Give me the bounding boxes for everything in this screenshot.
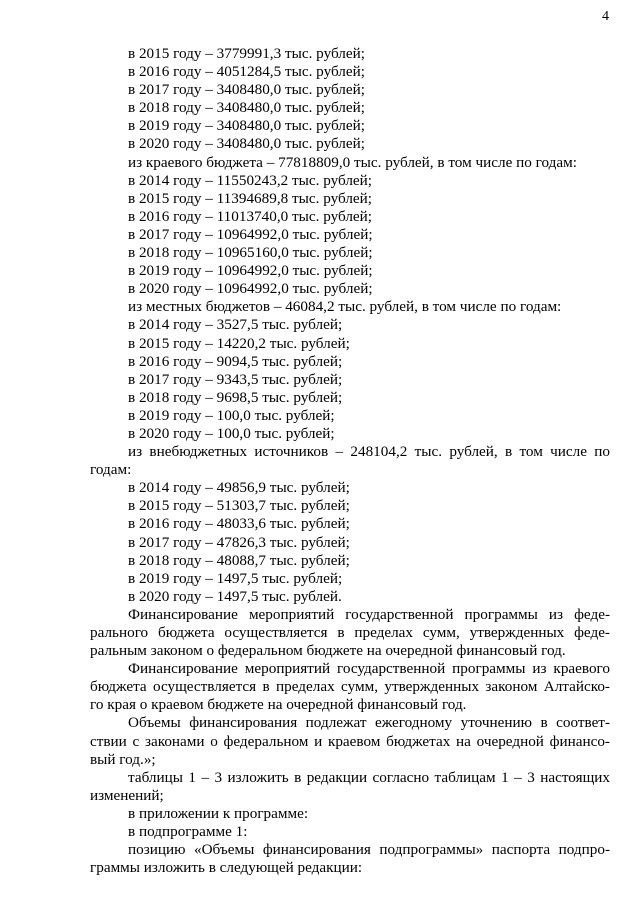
text-line: Финансирование мероприятий государственной программы из феде- [128, 605, 610, 623]
text-line: в 2016 году – 9094,5 тыс. рублей; [128, 352, 343, 370]
text-line: изменений; [90, 786, 164, 804]
text-line: в 2018 году – 48088,7 тыс. рублей; [128, 551, 350, 569]
text-line: бюджета осуществляется в пределах сумм, утвержденных законом Алтайско- [90, 678, 610, 696]
text-line: в 2019 году – 10964992,0 тыс. рублей; [128, 262, 373, 280]
text-line: в 2018 году – 10965160,0 тыс. рублей; [128, 244, 373, 262]
text-line: в 2020 году – 3408480,0 тыс. рублей; [128, 135, 365, 153]
text-line: граммы изложить в следующей редакции: [90, 859, 363, 877]
text-line: в 2016 году – 4051284,5 тыс. рублей; [128, 63, 365, 81]
text-line: в 2018 году – 3408480,0 тыс. рублей; [128, 99, 365, 117]
text-line: вый год.»; [90, 750, 156, 768]
text-line: в 2020 году – 10964992,0 тыс. рублей; [128, 280, 373, 298]
text-line: в 2019 году – 1497,5 тыс. рублей; [128, 569, 343, 587]
text-line: в 2017 году – 10964992,0 тыс. рублей; [128, 225, 373, 243]
page-number: 4 [602, 9, 609, 24]
text-line: в 2016 году – 11013740,0 тыс. рублей; [128, 207, 373, 225]
text-line: в 2020 году – 100,0 тыс. рублей; [128, 424, 335, 442]
text-line: в 2019 году – 3408480,0 тыс. рублей; [128, 117, 365, 135]
text-line: в 2019 году – 100,0 тыс. рублей; [128, 406, 335, 424]
text-line: в 2015 году – 51303,7 тыс. рублей; [128, 497, 350, 515]
document-body [90, 45, 610, 877]
text-line: в 2015 году – 14220,2 тыс. рублей; [128, 334, 350, 352]
text-line: из краевого бюджета – 77818809,0 тыс. рублей, в том числе по годам: [128, 153, 577, 171]
text-line: в 2014 году – 11550243,2 тыс. рублей; [128, 171, 373, 189]
text-line: в 2014 году – 3527,5 тыс. рублей; [128, 316, 343, 334]
text-line: из внебюджетных источников – 248104,2 тыс. рублей, в том числе по [128, 443, 610, 461]
text-line: в 2017 году – 9343,5 тыс. рублей; [128, 370, 343, 388]
text-line: в 2017 году – 47826,3 тыс. рублей; [128, 533, 350, 551]
text-line: в 2018 году – 9698,5 тыс. рублей; [128, 388, 343, 406]
text-line: в 2017 году – 3408480,0 тыс. рублей; [128, 81, 365, 99]
text-line: в приложении к программе: [128, 804, 309, 822]
text-line: ральным законом о федеральном бюджете на очередной финансовый год. [90, 642, 566, 660]
text-line: рального бюджета осуществляется в пределах сумм, утвержденных феде- [90, 624, 610, 641]
text-line: из местных бюджетов – 46084,2 тыс. рублей, в том числе по годам: [128, 298, 562, 316]
text-line: годам: [90, 461, 132, 479]
text-line: в 2014 году – 49856,9 тыс. рублей; [128, 479, 350, 497]
text-line: Финансирование мероприятий государственной программы из краевого [128, 660, 610, 678]
text-line: в 2015 году – 11394689,8 тыс. рублей; [128, 189, 373, 207]
text-line: го края о краевом бюджете на очередной финансовый год. [90, 696, 467, 714]
text-line: таблицы 1 – 3 изложить в редакции согласно таблицам 1 – 3 настоящих [128, 768, 610, 786]
text-line: Объемы финансирования подлежат ежегодному уточнению в соответ- [128, 714, 610, 732]
text-line: в подпрограмме 1: [128, 823, 248, 841]
text-line: ствии с законами о федеральном и краевом бюджетах на очередной финансо- [90, 732, 610, 750]
text-line: в 2016 году – 48033,6 тыс. рублей; [128, 515, 350, 533]
text-line: в 2015 году – 3779991,3 тыс. рублей; [128, 45, 365, 62]
text-line: позицию «Объемы финансирования подпрограммы» паспорта подпро- [128, 841, 610, 859]
text-line: в 2020 году – 1497,5 тыс. рублей. [128, 587, 342, 605]
